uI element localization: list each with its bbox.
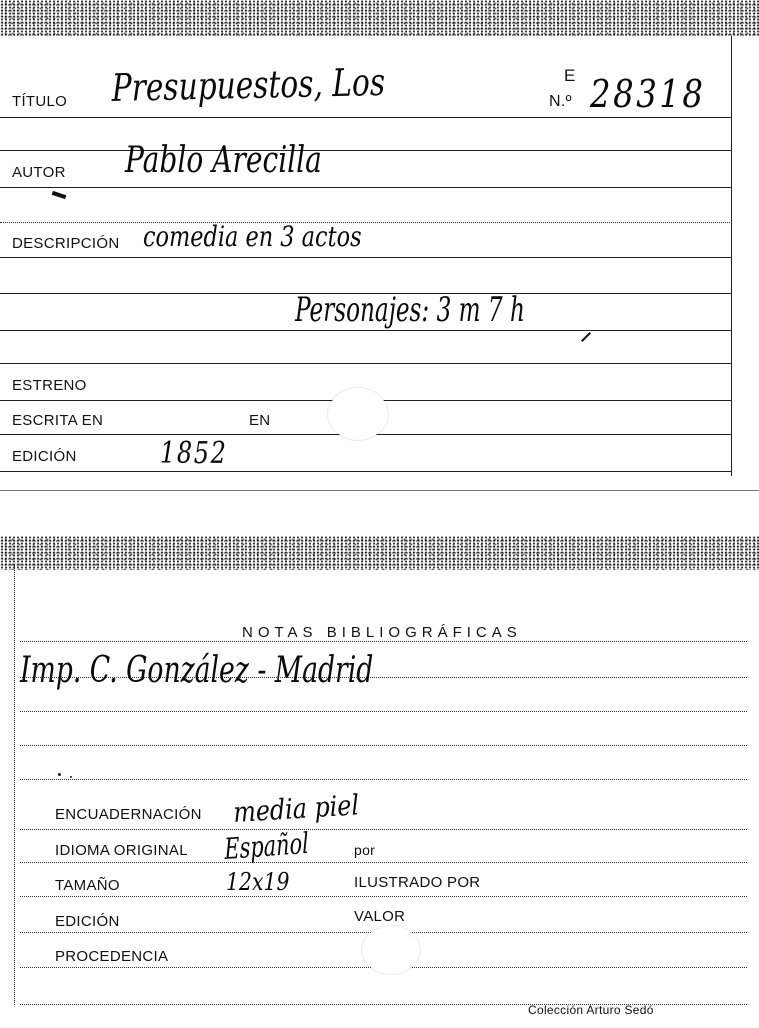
descripcion-label: DESCRIPCIÓN	[12, 235, 120, 252]
personajes-value: Personajes: 3 m 7 h	[295, 290, 525, 330]
encuadernacion-value: media piel	[232, 788, 360, 829]
numero-prefix: E	[564, 66, 576, 85]
descripcion-value: comedia en 3 actos	[143, 220, 362, 253]
autor-label: AUTOR	[12, 164, 66, 181]
escrita-label: ESCRITA EN	[12, 412, 104, 429]
rule	[20, 779, 747, 780]
coleccion-label: Colección Arturo Sedó	[528, 1003, 654, 1017]
estreno-label: ESTRENO	[12, 377, 87, 394]
ilustrado-label: ILUSTRADO POR	[354, 874, 481, 891]
autor-value: Pablo Arecilla	[125, 140, 322, 181]
card-bottom-edge	[0, 490, 759, 491]
stamp-erasure	[328, 388, 388, 440]
rule	[20, 829, 747, 830]
ink-dot	[58, 773, 61, 776]
idioma-value: Español	[223, 825, 310, 866]
ink-tick	[581, 332, 591, 342]
titulo-label: TÍTULO	[12, 93, 68, 110]
rule	[0, 471, 732, 472]
rule	[20, 641, 747, 642]
encuadernacion-label: ENCUADERNACIÓN	[55, 806, 202, 823]
rule	[20, 745, 747, 746]
rule	[0, 363, 732, 364]
notas-value: Imp. C. González - Madrid	[20, 650, 374, 691]
numero-value: 28318	[590, 72, 706, 116]
valor-label: VALOR	[354, 908, 406, 925]
stamp-erasure	[362, 926, 420, 974]
idioma-label: IDIOMA ORIGINAL	[55, 842, 188, 859]
tamano-value: 12x19	[226, 868, 290, 896]
edicion-value: 1852	[160, 436, 228, 471]
rule	[0, 187, 732, 188]
card-border-left	[14, 565, 15, 1005]
rule	[20, 862, 747, 863]
rule	[0, 257, 732, 258]
ink-dot	[70, 776, 72, 778]
scan-noise-mid	[0, 536, 759, 570]
en-label: EN	[249, 412, 271, 429]
por-label: por	[354, 842, 376, 858]
procedencia-label: PROCEDENCIA	[55, 948, 169, 965]
edicion-label: EDICIÓN	[12, 448, 77, 465]
rule	[0, 222, 732, 223]
edicion-back-label: EDICIÓN	[55, 913, 120, 930]
numero-label: N.º	[549, 93, 572, 110]
titulo-value: Presupuestos, Los	[111, 59, 386, 110]
tamano-label: TAMAÑO	[55, 877, 120, 894]
rule	[0, 330, 732, 331]
rule	[20, 896, 747, 897]
card-border-right	[731, 36, 732, 476]
ink-mark	[52, 191, 67, 199]
notas-heading: NOTAS BIBLIOGRÁFICAS	[242, 624, 522, 641]
rule	[20, 711, 747, 712]
scan-noise-top	[0, 0, 759, 36]
rule	[0, 150, 732, 151]
rule	[0, 117, 732, 118]
